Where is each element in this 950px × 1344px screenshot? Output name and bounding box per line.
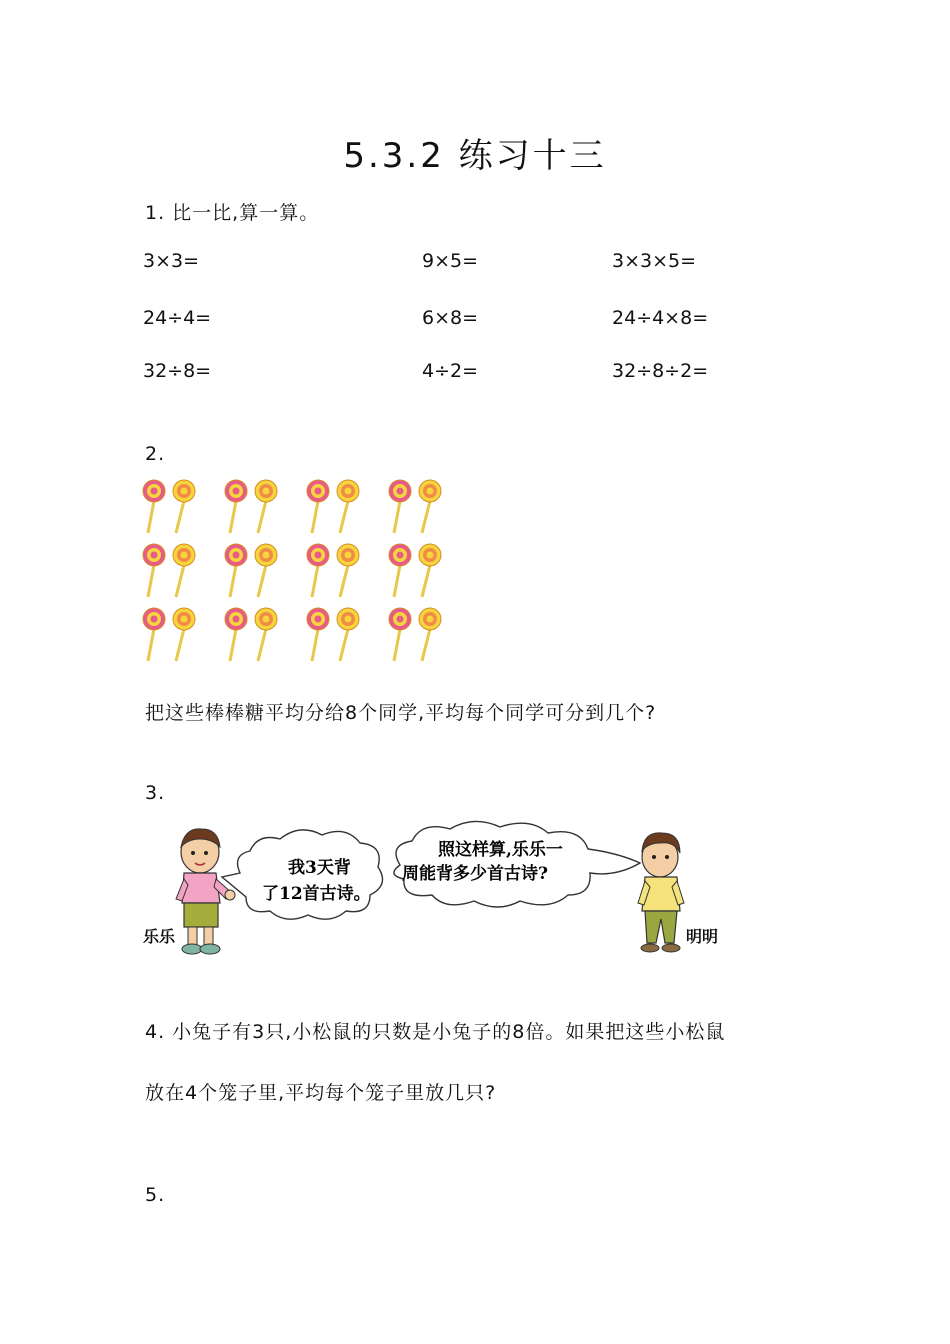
lollipop <box>337 544 359 597</box>
q3-illustration <box>140 815 740 965</box>
lollipop <box>389 608 411 661</box>
lollipop <box>173 608 195 661</box>
lollipop <box>337 480 359 533</box>
lollipop <box>307 608 329 661</box>
right-bubble-line1: 照这样算,乐乐一 <box>438 840 563 860</box>
lollipop <box>419 480 441 533</box>
boy-lele-figure <box>176 829 235 954</box>
lollipop <box>307 544 329 597</box>
lollipop <box>255 608 277 661</box>
lollipop <box>255 544 277 597</box>
q2-question: 把这些棒棒糖平均分给8个同学,平均每个同学可分到几个? <box>145 702 657 724</box>
lollipop <box>173 480 195 533</box>
right-bubble-line2: 周能背多少首古诗? <box>402 864 548 884</box>
q1-label: 1. 比一比,算一算。 <box>145 202 320 224</box>
q1-cell: 9×5= <box>422 250 479 272</box>
left-name-label: 乐乐 <box>143 927 176 946</box>
q5-label: 5. <box>145 1184 166 1206</box>
lollipop <box>419 608 441 661</box>
lollipop <box>225 608 247 661</box>
q4-line2: 放在4个笼子里,平均每个笼子里放几只? <box>145 1082 497 1104</box>
lollipop <box>337 608 359 661</box>
lollipop <box>143 544 165 597</box>
lollipop <box>255 480 277 533</box>
lollipop <box>389 544 411 597</box>
page-title: 5.3.2 练习十三 <box>343 136 607 176</box>
lollipop <box>143 608 165 661</box>
lollipop <box>419 544 441 597</box>
right-name-label: 明明 <box>686 927 719 946</box>
q1-cell: 24÷4×8= <box>612 307 709 329</box>
lollipop <box>143 480 165 533</box>
lollipop <box>307 480 329 533</box>
lollipop <box>173 544 195 597</box>
q2-label: 2. <box>145 443 166 465</box>
left-bubble-line1: 我3天背 <box>288 858 351 878</box>
q1-cell: 4÷2= <box>422 360 479 382</box>
q1-cell: 24÷4= <box>143 307 212 329</box>
q1-cell: 3×3= <box>143 250 200 272</box>
q4-line1: 4. 小兔子有3只,小松鼠的只数是小兔子的8倍。如果把这些小松鼠 <box>145 1021 726 1043</box>
lollipop-illustration <box>138 475 468 665</box>
q1-cell: 6×8= <box>422 307 479 329</box>
left-bubble-line2: 了12首古诗。 <box>262 884 371 904</box>
lollipop <box>389 480 411 533</box>
q3-label: 3. <box>145 782 166 804</box>
lollipop <box>225 480 247 533</box>
lollipop <box>225 544 247 597</box>
q1-cell: 32÷8÷2= <box>612 360 709 382</box>
q1-cell: 32÷8= <box>143 360 212 382</box>
boy-mingming-figure <box>638 833 684 952</box>
q1-cell: 3×3×5= <box>612 250 697 272</box>
